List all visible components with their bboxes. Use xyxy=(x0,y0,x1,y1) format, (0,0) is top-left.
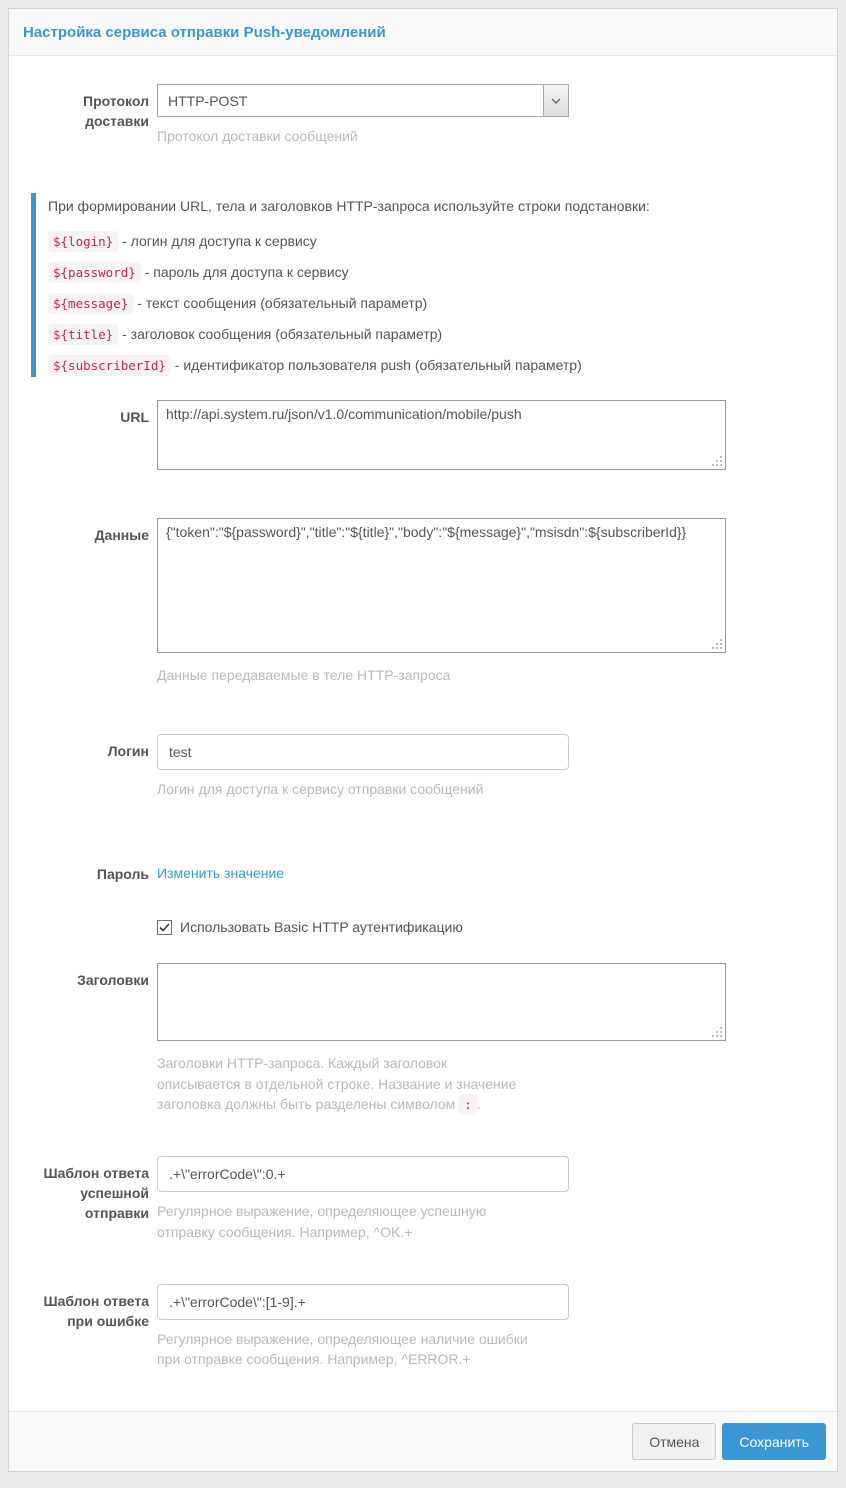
protocol-row xyxy=(9,84,837,146)
login-label: Логин xyxy=(107,742,149,759)
protocol-label: Протокол доставки xyxy=(83,93,149,129)
colon-code: : xyxy=(459,1094,477,1115)
basic-auth-checkbox[interactable] xyxy=(157,920,172,935)
login-hint: Логин для доступа к сервису отправки сообщений xyxy=(157,780,484,797)
substitution-info-block xyxy=(31,193,837,377)
url-row xyxy=(9,400,837,473)
resize-grip-icon[interactable] xyxy=(720,1035,722,1037)
login-token-desc: - логин для доступа к сервису xyxy=(122,233,317,250)
success-pattern-input[interactable] xyxy=(157,1156,569,1192)
substitution-item-subscriberid xyxy=(48,355,837,376)
data-hint: Данные передаваемые в теле HTTP-запроса xyxy=(157,667,451,684)
protocol-hint: Протокол доставки сообщений xyxy=(157,128,358,144)
password-row xyxy=(9,857,837,885)
headers-textarea[interactable] xyxy=(157,963,726,1041)
resize-grip-icon[interactable] xyxy=(720,464,722,466)
password-token-code: ${password} xyxy=(48,262,141,283)
headers-hint xyxy=(157,1053,527,1114)
save-button[interactable]: Сохранить xyxy=(722,1423,826,1460)
password-label: Пароль xyxy=(96,865,149,882)
chevron-down-icon[interactable] xyxy=(543,85,568,116)
subscriberid-token-desc: - идентификатор пользователя push (обязательный параметр) xyxy=(174,357,582,374)
message-token-code: ${message} xyxy=(48,293,133,314)
login-token-code: ${login} xyxy=(48,231,118,252)
error-pattern-row xyxy=(9,1284,837,1370)
success-pattern-label: Шаблон ответа успешной отправки xyxy=(43,1165,149,1221)
substitution-item-message xyxy=(48,293,837,314)
headers-row xyxy=(9,963,837,1114)
protocol-select[interactable] xyxy=(157,84,569,117)
checkmark-icon xyxy=(159,923,170,932)
data-row xyxy=(9,518,837,685)
protocol-selected-value: HTTP-POST xyxy=(168,92,248,109)
data-label: Данные xyxy=(94,527,149,544)
push-settings-panel xyxy=(8,8,838,1472)
title-token-code: ${title} xyxy=(48,324,118,345)
headers-hint-text: Заголовки HTTP-запроса. Каждый заголовок описывается в отдельной строке. Название и значение заголовка должны быть разделены символом xyxy=(157,1055,517,1113)
error-pattern-hint: Регулярное выражение, определяющее наличие ошибки при отправке сообщения. Например, ^ERROR.+ xyxy=(157,1330,528,1368)
url-label: URL xyxy=(120,409,149,426)
substitution-item-password xyxy=(48,262,837,283)
message-token-desc: - текст сообщения (обязательный параметр) xyxy=(137,295,428,312)
subscriberid-token-code: ${subscriberId} xyxy=(48,355,171,376)
url-textarea[interactable] xyxy=(157,400,726,470)
page-title: Настройка сервиса отправки Push-уведомлений xyxy=(23,24,386,41)
substitution-item-title xyxy=(48,324,837,345)
password-token-desc: - пароль для доступа к сервису xyxy=(144,264,349,281)
error-pattern-input[interactable] xyxy=(157,1284,569,1320)
substitution-item-login xyxy=(48,231,837,252)
resize-grip-icon[interactable] xyxy=(720,647,722,649)
basic-auth-label[interactable]: Использовать Basic HTTP аутентификацию xyxy=(180,919,463,936)
panel-footer xyxy=(9,1411,837,1471)
basic-auth-row xyxy=(157,919,837,935)
headers-hint-period: . xyxy=(476,1096,481,1113)
change-password-link[interactable]: Изменить значение xyxy=(157,864,285,881)
substitution-info-intro: При формировании URL, тела и заголовков HTTP-запроса используйте строки подстановки: xyxy=(48,198,650,215)
error-pattern-label: Шаблон ответа при ошибке xyxy=(43,1292,149,1329)
data-textarea[interactable] xyxy=(157,518,726,653)
panel-header xyxy=(9,9,837,56)
login-row xyxy=(9,734,837,799)
login-input[interactable] xyxy=(157,734,569,770)
headers-label: Заголовки xyxy=(77,972,149,989)
success-pattern-row xyxy=(9,1156,837,1242)
title-token-desc: - заголовок сообщения (обязательный параметр) xyxy=(122,326,443,343)
cancel-button[interactable]: Отмена xyxy=(632,1423,716,1460)
success-pattern-hint: Регулярное выражение, определяющее успешную отправку сообщения. Например, ^OK.+ xyxy=(157,1203,487,1240)
panel-body xyxy=(9,56,837,1411)
